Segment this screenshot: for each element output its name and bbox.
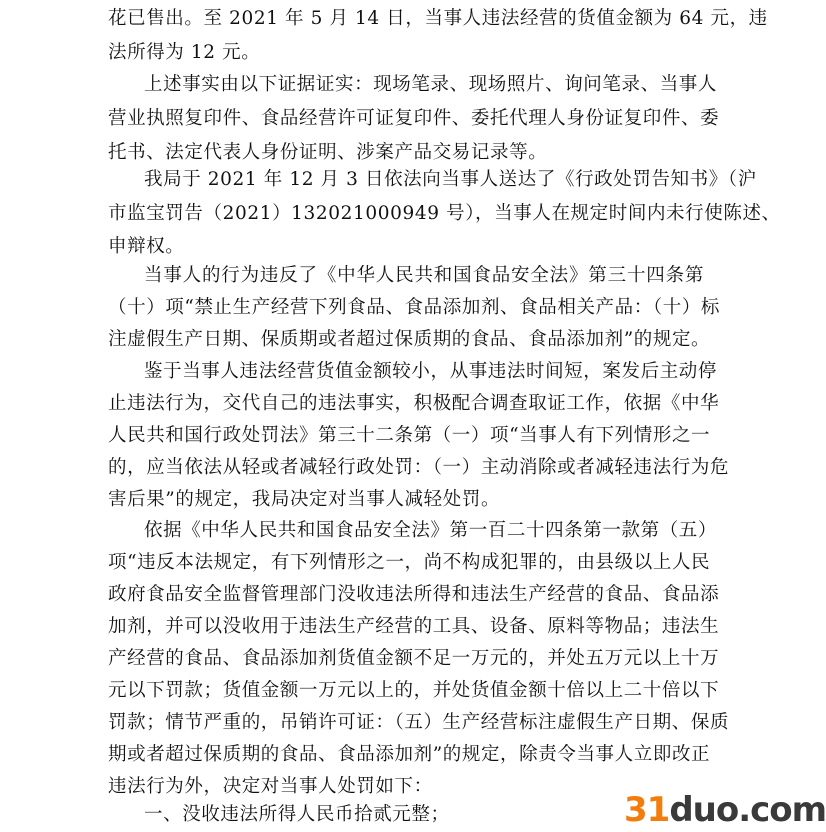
text-line: 营业执照复印件、食品经营许可证复印件、委托代理人身份证复印件、委 (108, 108, 720, 129)
text-line: 产经营的食品、食品添加剂货值金额不足一万元的，并处五万元以上十万 (108, 648, 720, 669)
text-line: 罚款；情节严重的，吊销许可证：（五）生产经营标注虚假生产日期、保质 (108, 712, 730, 733)
text-line: 申辩权。 (108, 236, 185, 257)
paragraph-first-line: 当事人的行为违反了《中华人民共和国食品安全法》第三十四条第 (144, 265, 704, 286)
text-line: 托书、法定代表人身份证明、涉案产品交易记录等。 (108, 142, 548, 163)
text-line: 元以下罚款；货值金额一万元以上的，并处货值金额十倍以上二十倍以下 (108, 680, 720, 701)
text-line: （十）项“禁止生产经营下列食品、食品添加剂、食品相关产品：（十）标 (108, 297, 721, 318)
text-line: 止违法行为，交代自己的违法事实，积极配合调查取证工作，依据《中华 (108, 393, 720, 414)
text-line: 违法行为外，决定对当事人处罚如下： (108, 776, 433, 797)
text-line: 政府食品安全监督管理部门没收违法所得和违法生产经营的食品、食品添 (108, 584, 720, 605)
paragraph-first-line: 上述事实由以下证据证实：现场笔录、现场照片、询问笔录、当事人 (144, 74, 718, 95)
text-line: 期或者超过保质期的食品、食品添加剂”的规定，除责令当事人立即改正 (108, 744, 711, 765)
paragraph-first-line: 依据《中华人民共和国食品安全法》第一百二十四条第一款第（五） (144, 520, 718, 541)
text-line: 人民共和国行政处罚法》第三十二条第（一）项“当事人有下列情形之一 (108, 425, 711, 446)
site-watermark-logo (624, 790, 826, 830)
paragraph-first-line: 我局于 2021 年 12 月 3 日依法向当事人送达了《行政处罚告知书》（沪 (144, 169, 757, 190)
watermark-number: 31 (624, 790, 670, 830)
text-line: 害后果”的规定，我局决定对当事人减轻处罚。 (108, 489, 501, 510)
text-line: 法所得为 12 元。 (108, 42, 261, 63)
text-line: 市监宝罚告（2021）132021000949 号），当事人在规定时间内未行使陈述、 (108, 203, 781, 224)
text-line: 注虚假生产日期、保质期或者超过保质期的食品、食品添加剂”的规定。 (108, 329, 711, 350)
paragraph-first-line: 鉴于当事人违法经营货值金额较小，从事违法时间短，案发后主动停 (144, 361, 718, 382)
penalty-item: 一、没收违法所得人民币拾贰元整； (144, 804, 450, 825)
text-line: 项“违反本法规定，有下列情形之一，尚不构成犯罪的，由县级以上人民 (108, 552, 711, 573)
text-line: 花已售出。至 2021 年 5 月 14 日，当事人违法经营的货值金额为 64 元，违 (108, 8, 768, 29)
text-line: 加剂，并可以没收用于违法生产经营的工具、设备、原料等物品；违法生 (108, 616, 720, 637)
watermark-text: duo.com (669, 790, 826, 830)
text-line: 的，应当依法从轻或者减轻行政处罚：（一）主动消除或者减轻违法行为危 (108, 457, 730, 478)
